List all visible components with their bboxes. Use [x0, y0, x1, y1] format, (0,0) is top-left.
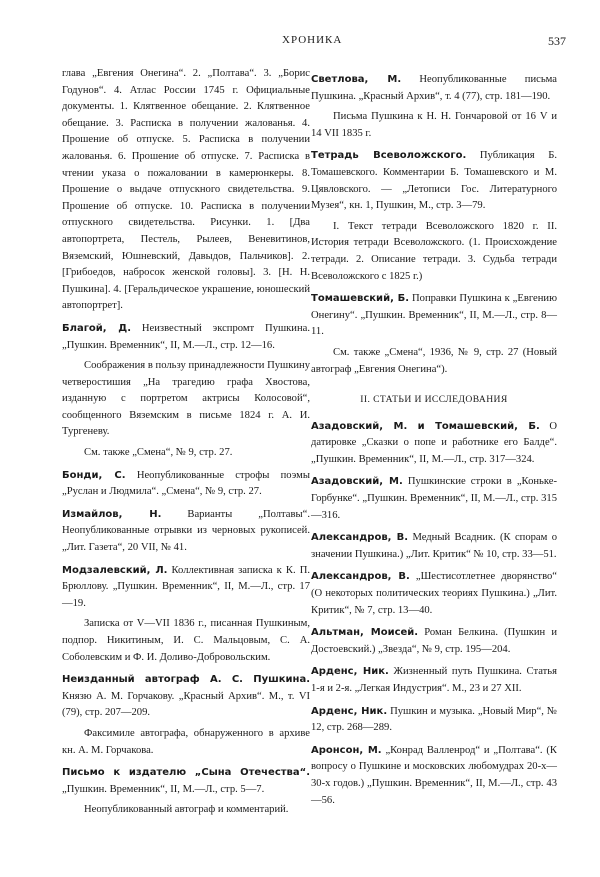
entry-author: Томашевский, Б. — [311, 293, 410, 305]
entry-author: Модзалевский, Л. — [62, 564, 168, 576]
entry-annotation: Факсимиле автографа, обнаруженного в архиве кн. А. М. Горчакова. — [62, 727, 310, 756]
bibliography-entry — [62, 321, 310, 354]
bibliography-entry — [311, 625, 557, 658]
entry-author: Благой, Д. — [62, 322, 132, 334]
entry-text: Варианты „Полтавы“. Неопубликованные отрывки из черновых рукописей. „Лит. Газета“, 20 VII, № 41. — [62, 508, 310, 554]
entry-text: Неопубликованные письма Пушкина. „Красный Архив“, т. 4 (77), стр. 181—190. — [311, 74, 557, 102]
bibliography-entry — [62, 468, 310, 501]
entry-text: „Конрад Валленрод“ и „Полтава“. (К вопросу о Пушкине и московских любомудрах 20-х—30-х годов.) „Пушкин. Временник“, II, М.—Л., стр. 43—56. — [311, 744, 557, 806]
continued-text: глава „Евгения Онегина“. 2. „Полтава“. 3. „Борис Годунов“. 4. Атлас России 1745 г. Официальные документы. 1. Клятвенное обещание. 2. Клятвенное обещание. 3. Расписка в получении жалованья. 4. Прошение об отпуске. 5. Расписка в получении жалованья. 6. Прошение об отпуске. 7. Расписка в чтении указа о пожаловании в камерюнкеры. 8. Прошение о выдаче отпускного свидетельства. 9. Прошение об отпуске. 10. Расписка в получении отпускного свидетельства. Рисунки. 1. [Два автопортрета, Пестель, Рылеев, Веневитинов, Вяземский, Юшневский, Давыдов, Пальчиков]. 2. [Грибоедов, набросок женской головы]. 3. [Н. Н. Пушкина]. 4. [Геральдическое украшение, юношеский автопортрет]. — [62, 68, 310, 312]
bibliography-entry — [62, 507, 310, 557]
bibliography-entry — [62, 765, 310, 798]
entry-author: Азадовский, М. и Томашевский, Б. — [311, 420, 540, 432]
running-header — [0, 34, 600, 50]
entry-annotation: I. Текст тетради Всеволожского 1820 г. II. История тетради Всеволожского. (1. Происхождение тетради. 2. Описание тетради. 3. Судьба тетради Всеволожского с 1825 г.) — [311, 220, 557, 282]
entry-author: Александров, В. — [311, 571, 410, 583]
entry-author: Неизданный автограф А. С. Пушкина. — [62, 674, 310, 686]
bibliography-entry — [311, 148, 557, 214]
entry-annotation: Неопубликованный автограф и комментарий. — [84, 804, 289, 816]
bibliography-entry — [311, 72, 557, 105]
running-title: ХРОНИКА — [282, 34, 343, 46]
bibliography-entry — [62, 563, 310, 613]
bibliography-entry — [311, 530, 557, 563]
entry-text: Коллективная записка к К. П. Брюллову. „Пушкин. Временник“, II, М.—Л., стр. 17—19. — [62, 564, 310, 609]
entry-author: Письмо к издателю „Сына Отечества“. — [62, 767, 310, 779]
entry-text: О датировке „Сказки о попе и работнике его Балде“. „Пушкин. Временник“, II, М.—Л., стр. 317—324. — [311, 420, 557, 465]
section-heading: II. СТАТЬИ И ИССЛЕДОВАНИЯ — [360, 394, 508, 406]
right-column — [311, 66, 557, 813]
entry-author: Светлова, М. — [311, 74, 402, 85]
bibliography-entry — [311, 704, 557, 737]
bibliography-entry — [311, 664, 557, 697]
entry-text: Князю А. М. Горчакову. „Красный Архив“. М., т. VI (79), стр. 207—209. — [62, 690, 310, 719]
entry-author: Тетрадь Всеволожского. — [311, 150, 467, 162]
entry-annotation: См. также „Смена“, 1936, № 9, стр. 27 (Новый автограф „Евгения Онегина“). — [311, 346, 557, 375]
entry-annotation: См. также „Смена“, № 9, стр. 27. — [84, 447, 233, 459]
entry-text: Публикация Б. Томашевского. Комментарии Б. Томашевского и М. Цявловского. — „Летописи Гос. Литературного Музея“, кн. 1, Пушкин, М., стр. 3—79. — [311, 150, 557, 212]
entry-annotation: Записка от V—VII 1836 г., писанная Пушкиным, подпор. Никитиным, И. С. Мальцовым, С. А. Соболевским и Ф. И. Доливо-Добровольским. — [62, 618, 310, 663]
entry-text: Пушкинские строки в „Коньке-Горбунке“. „Пушкин. Временник“, II, М.—Л., стр. 315—316. — [311, 476, 557, 521]
bibliography-entry — [311, 291, 557, 341]
entry-author: Аронсон, М. — [311, 744, 382, 756]
entry-annotation: Соображения в пользу принадлежности Пушкину четверостишия „На трагедию графа Хвостова, изданную с портретом актрисы Колосовой“, сообщенного Вяземским в письме 1824 г. А. И. Тургеневу. — [62, 360, 310, 438]
entry-annotation: Письма Пушкина к Н. Н. Гончаровой от 16 V и 14 VII 1835 г. — [311, 111, 557, 139]
entry-author: Арденс, Ник. — [311, 666, 389, 678]
bibliography-entry — [311, 743, 557, 809]
entry-text: Поправки Пушкина к „Евгению Онегину“. „Пушкин. Временник“, II, М.—Л., стр. 8—11. — [311, 293, 557, 338]
entry-author: Азадовский, М. — [311, 476, 403, 488]
page-number: 537 — [548, 34, 566, 48]
entry-text: Неизвестный экспромт Пушкина. „Пушкин. Временник“, II, М.—Л., стр. 12—16. — [62, 322, 310, 351]
entry-text: Жизненный путь Пушкина. Статья 1-я и 2-я. „Легкая Индустрия“. М., 23 и 27 XII. — [311, 666, 557, 694]
entry-text: Медный Всадник. (К спорам о значении Пушкина.) „Лит. Критик“ № 10, стр. 33—51. — [311, 532, 557, 560]
entry-author: Бонди, С. — [62, 469, 126, 481]
entry-text: Неопубликованные строфы поэмы „Руслан и Людмила“. „Смена“, № 9, стр. 27. — [62, 469, 310, 498]
bibliography-entry — [311, 474, 557, 524]
entry-text: „Пушкин. Временник“, II, М.—Л., стр. 5—7. — [62, 783, 265, 795]
entry-text: „Шестисотлетнее дворянство“ (О некоторых политических теориях Пушкина.) „Лит. Критик“, № 7, стр. 13—40. — [311, 571, 557, 616]
left-column — [62, 66, 310, 823]
entry-author: Измайлов, Н. — [62, 508, 162, 520]
entry-text: Пушкин и музыка. „Новый Мир“, № 12, стр. 268—289. — [311, 705, 557, 734]
bibliography-entry — [311, 569, 557, 619]
bibliography-entry — [311, 419, 557, 469]
bibliography-entry — [62, 672, 310, 722]
entry-author: Альтман, Моисей. — [311, 627, 419, 639]
entry-text: Роман Белкина. (Пушкин и Достоевский.) „Звезда“, № 9, стр. 195—204. — [311, 627, 557, 655]
entry-author: Александров, В. — [311, 532, 409, 544]
entry-author: Арденс, Ник. — [311, 705, 388, 717]
